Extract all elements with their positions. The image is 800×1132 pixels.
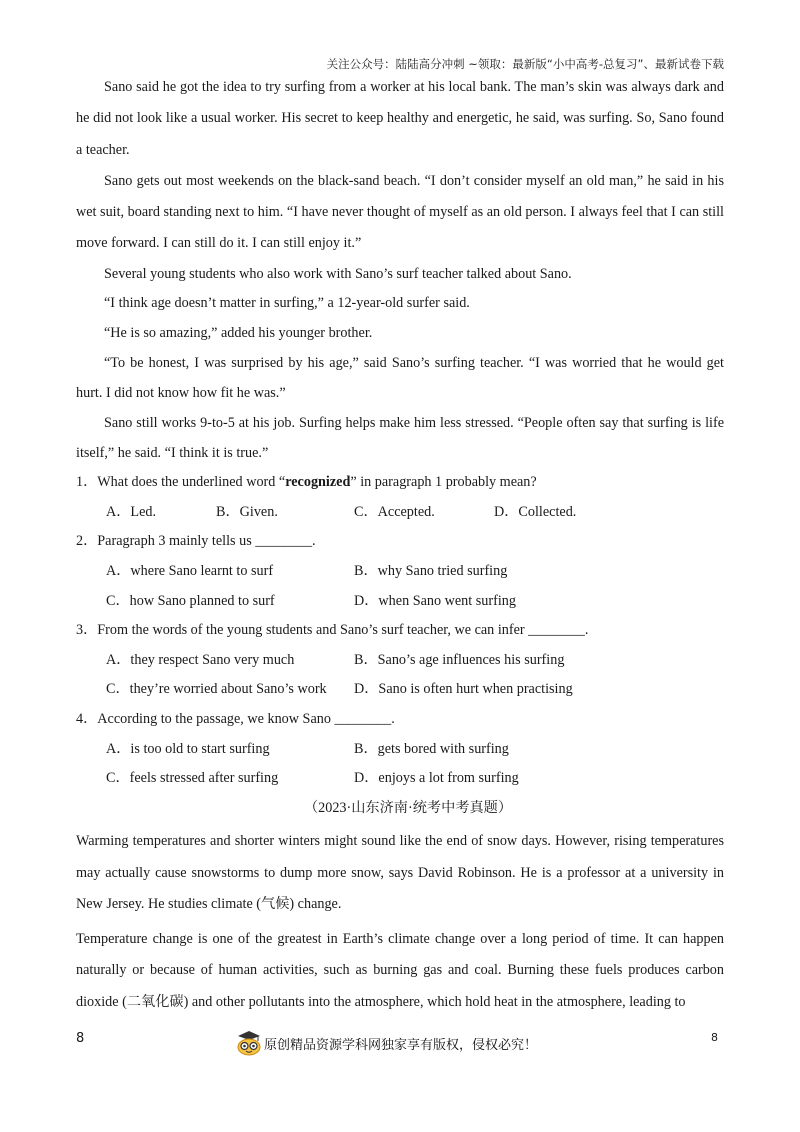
exam-source-label: （2023·山东济南·统考中考真题）: [303, 799, 513, 816]
document-body: [76, 72, 724, 1018]
question-4-options-row-1: [76, 735, 724, 765]
question-1-option-a[interactable]: A．Led.: [106, 503, 157, 520]
question-2-options-row-2: [76, 587, 724, 617]
question-3-option-d[interactable]: D．Sano is often hurt when practising: [354, 681, 573, 698]
page-header: 关注公众号：陆陆高分冲刺 ~领取：最新版“小中高考-总复习”、最新试卷下载: [326, 57, 724, 71]
question-4-option-a[interactable]: A．is too old to start surfing: [106, 740, 270, 757]
passage1-paragraph-1: Sano said he got the idea to try surfing from a worker at his local bank. The man’s skin was always dark and he did not look like a usual worker. His secret to keep healthy and energetic, he said, was surfing. So, Sano found a teacher.: [76, 79, 724, 158]
question-1-option-c[interactable]: C．Accepted.: [354, 503, 435, 520]
question-1-keyword: recognized: [285, 474, 351, 491]
question-2-option-b[interactable]: B．why Sano tried surfing: [354, 563, 508, 580]
passage1-paragraph-6: “To be honest, I was surprised by his age,” said Sano’s surfing teacher. “I was worried that he would get hurt. I did not know how fit he was.”: [76, 355, 724, 402]
question-1-stem: [76, 468, 724, 498]
question-1-option-d[interactable]: D．Collected.: [494, 503, 577, 520]
page-number-right: 8: [711, 1031, 718, 1044]
question-3-stem: 3．From the words of the young students and Sano’s surf teacher, we can infer ________.: [76, 622, 589, 639]
page-number-left: 8: [76, 1031, 85, 1046]
question-4-options-row-2: [76, 764, 724, 794]
question-1-option-b[interactable]: B．Given.: [216, 503, 278, 520]
question-2-stem: 2．Paragraph 3 mainly tells us ________.: [76, 533, 316, 550]
footer-copyright-text: 原创精品资源学科网独家享有版权，侵权必究！: [264, 1037, 538, 1053]
question-3-option-a[interactable]: A．they respect Sano very much: [106, 651, 295, 668]
question-2-option-a[interactable]: A．where Sano learnt to surf: [106, 563, 274, 580]
passage1-paragraph-5: “He is so amazing,” added his younger brother.: [104, 324, 373, 341]
cartoon-owl-logo-icon: [236, 1030, 262, 1056]
passage1-paragraph-3: Several young students who also work with Sano’s surf teacher talked about Sano.: [104, 265, 572, 282]
question-4-option-c[interactable]: C．feels stressed after surfing: [106, 770, 279, 787]
question-1-stem-post: ” in paragraph 1 probably mean?: [350, 474, 537, 491]
passage2-paragraph-1: Warming temperatures and shorter winters might sound like the end of snow days. However, rising temperatures may actually cause snowstorms to dump more snow, says David Robinson. He is a professor at a university in New Jersey. He studies climate (气候) change.: [76, 833, 724, 913]
passage1-paragraph-4: “I think age doesn’t matter in surfing,” a 12-year-old surfer said.: [104, 295, 470, 312]
question-1-options: [76, 498, 724, 528]
question-2-option-d[interactable]: D．when Sano went surfing: [354, 592, 516, 609]
question-3-options-row-2: [76, 675, 724, 705]
question-4-option-b[interactable]: B．gets bored with surfing: [354, 740, 509, 757]
passage2-paragraph-2: Temperature change is one of the greatest in Earth’s climate change over a long period of time. It can happen naturally or because of human activities, such as burning gas and coal. Burning these fuels produces carbon dioxide (二氧化碳) and other pollutants into the atmosphere, which hold heat in the atmosphere, leading to: [76, 930, 724, 1010]
question-3-options-row-1: [76, 646, 724, 676]
question-4-stem: 4．According to the passage, we know Sano ________.: [76, 711, 395, 728]
question-3-option-b[interactable]: B．Sano’s age influences his surfing: [354, 651, 565, 668]
passage1-paragraph-7: Sano still works 9-to-5 at his job. Surfing helps make him less stressed. “People often say that surfing is life itself,” he said. “I think it is true.”: [76, 415, 724, 462]
passage1-paragraph-2: Sano gets out most weekends on the black-sand beach. “I don’t consider myself an old man,” he said in his wet suit, board standing next to him. “I have never thought of myself as an old person. I always feel that I can still move forward. I can still do it. I can still enjoy it.”: [76, 172, 724, 252]
footer-copyright: [236, 1030, 537, 1056]
question-3-option-c[interactable]: C．they’re worried about Sano’s work: [106, 681, 327, 698]
question-4-option-d[interactable]: D．enjoys a lot from surfing: [354, 770, 519, 787]
question-2-option-c[interactable]: C．how Sano planned to surf: [106, 592, 275, 609]
question-1-stem-pre: 1．What does the underlined word “: [76, 474, 286, 491]
question-2-options-row-1: [76, 557, 724, 587]
